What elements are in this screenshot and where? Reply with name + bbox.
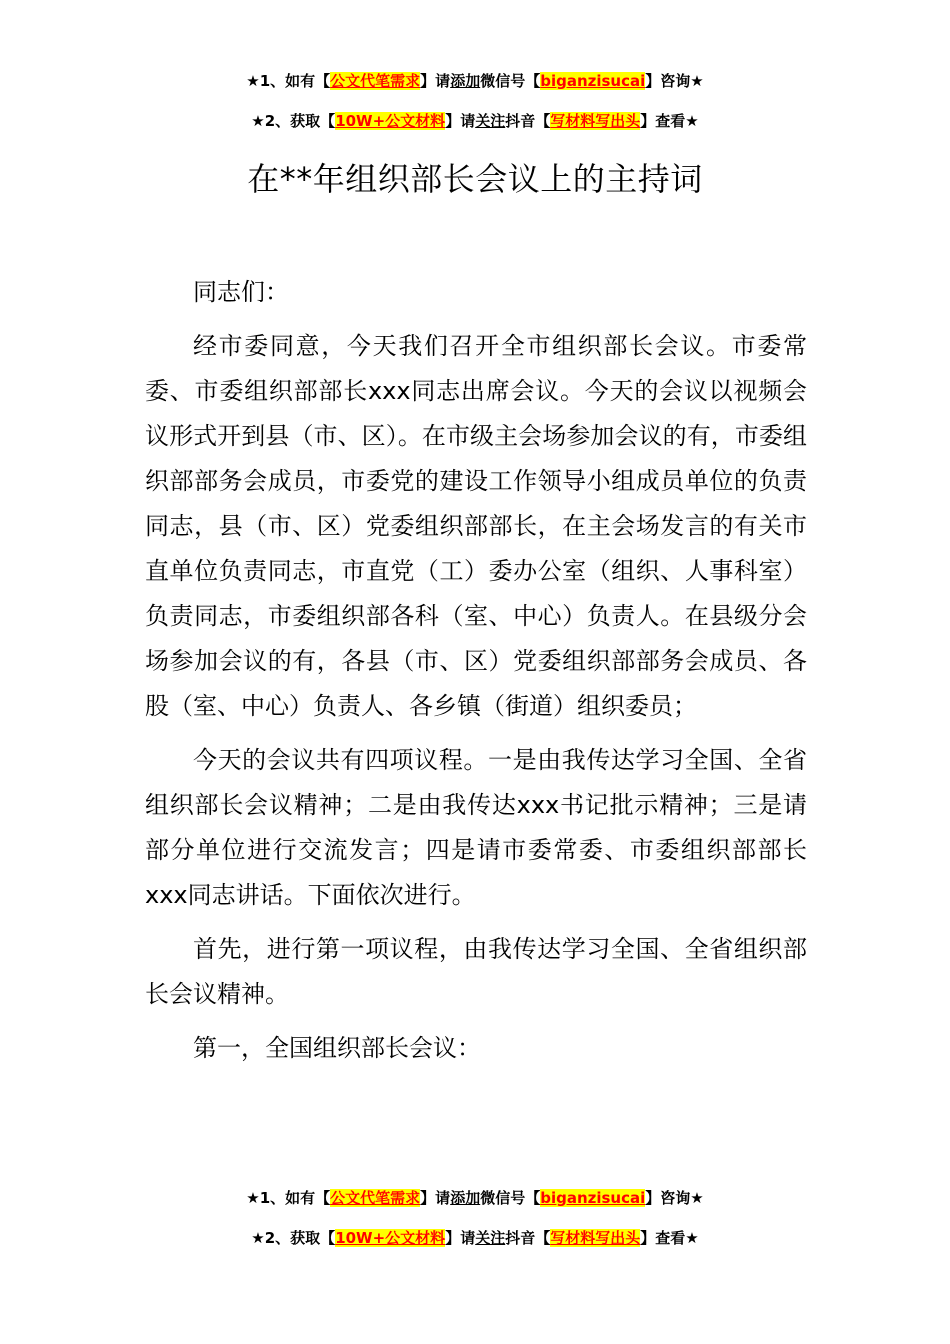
- banner-text: ★2、获取【: [251, 1229, 336, 1247]
- banner-text: 】查看★: [640, 1229, 699, 1247]
- banner-underlined-text: 关注: [475, 1229, 506, 1247]
- banner-highlight: 公文代笔需求: [330, 1189, 421, 1207]
- banner-underlined-text: 关注: [475, 112, 506, 130]
- banner-text: 抖音【: [505, 112, 551, 130]
- banner-text: 抖音【: [505, 1229, 551, 1247]
- document-body: [145, 270, 807, 1080]
- banner-text: 】查看★: [640, 112, 699, 130]
- bottom-banner-line-1: [0, 1187, 950, 1209]
- banner-highlight: 10W+公文材料: [335, 1229, 446, 1247]
- banner-text: ★1、如有【: [246, 72, 331, 90]
- banner-text: 】请: [445, 1229, 476, 1247]
- douyin-id-highlight: 写材料写出头: [550, 112, 641, 130]
- banner-text: 】请: [445, 112, 476, 130]
- banner-text: 微信号【: [480, 1189, 541, 1207]
- salutation: 同志们：: [193, 278, 289, 306]
- douyin-id-highlight: 写材料写出头: [550, 1229, 641, 1247]
- wechat-id-highlight: biganzisucai: [540, 1189, 646, 1207]
- wechat-id-highlight: biganzisucai: [540, 72, 646, 90]
- top-banner-line-2: [0, 110, 950, 132]
- body-paragraph: 今天的会议共有四项议程。一是由我传达学习全国、全省组织部长会议精神；二是由我传达xxx书记批示精神；三是请部分单位进行交流发言；四是请市委常委、市委组织部部长xxx同志讲话。下面依次进行。: [145, 746, 807, 909]
- body-paragraph: 首先，进行第一项议程，由我传达学习全国、全省组织部长会议精神。: [145, 935, 807, 1008]
- banner-text: 】咨询★: [645, 1189, 704, 1207]
- banner-text: ★1、如有【: [246, 1189, 331, 1207]
- banner-highlight: 公文代笔需求: [330, 72, 421, 90]
- banner-text: 】请: [420, 72, 451, 90]
- banner-text: 】请: [420, 1189, 451, 1207]
- body-paragraph: 经市委同意，今天我们召开全市组织部长会议。市委常委、市委组织部部长xxx同志出席会议。今天的会议以视频会议形式开到县（市、区）。在市级主会场参加会议的有，市委组织部部务会成员，市委党的建设工作领导小组成员单位的负责同志，县（市、区）党委组织部部长，在主会场发言的有关市直单位负责同志，市直党（工）委办公室（组织、人事科室）负责同志，市委组织部各科（室、中心）负责人。在县级分会场参加会议的有，各县（市、区）党委组织部部务会成员、各股（室、中心）负责人、各乡镇（街道）组织委员；: [145, 332, 807, 720]
- banner-text: ★2、获取【: [251, 112, 336, 130]
- banner-underlined-text: 添加: [450, 1189, 481, 1207]
- bottom-banner-line-2: [0, 1227, 950, 1249]
- banner-text: 】咨询★: [645, 72, 704, 90]
- banner-text: 微信号【: [480, 72, 541, 90]
- banner-highlight: 10W+公文材料: [335, 112, 446, 130]
- top-banner-line-1: [0, 70, 950, 92]
- banner-underlined-text: 添加: [450, 72, 481, 90]
- body-paragraph: 第一，全国组织部长会议：: [193, 1034, 481, 1062]
- document-title: 在**年组织部长会议上的主持词: [247, 160, 703, 198]
